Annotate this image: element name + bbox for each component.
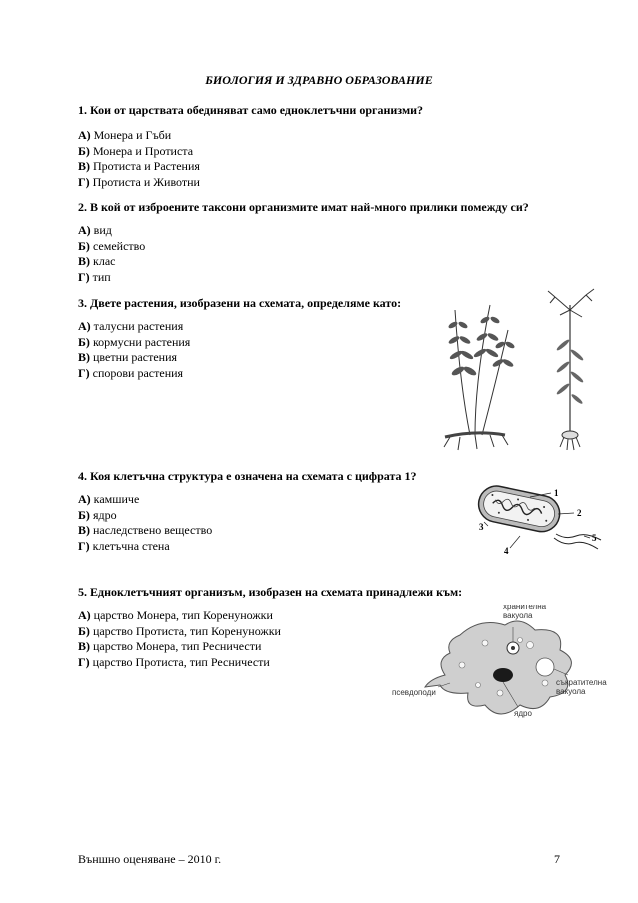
option-text: Протиста и Животни [92,174,200,189]
option-letter: В) [78,254,90,269]
question-4-text: 4. Коя клетъчна структура е означена на схемата с цифрата 1? [78,469,417,483]
option-text: Монера и Гъби [93,128,172,142]
option-letter: А) [78,492,91,506]
contractile-vacuole-label-line1: съкратителна [556,678,607,687]
option-letter: Б) [78,334,90,349]
lily-illustration [548,289,594,450]
food-vacuole-label-line2: вакуола [503,611,533,620]
option-text: Протиста и Растения [93,159,200,174]
option-letter: А) [78,223,91,237]
contractile-vacuole [536,658,554,676]
option-letter: Г) [78,174,90,189]
question-5-options [78,608,281,670]
question-2-text: 2. В кой от изброените таксони организмите имат най-много прилики помежду си? [78,200,529,214]
option-letter: Г) [78,538,90,553]
option-1b[interactable] [78,144,200,160]
option-letter: В) [78,350,90,365]
question-1-options [78,128,200,190]
option-letter: В) [78,639,90,654]
option-5d[interactable] [78,655,281,671]
nucleus [493,668,513,682]
question-3-text: 3. Двете растения, изобразени на схемата, определяме като: [78,296,402,310]
page-number: 7 [554,852,560,866]
option-text: царство Протиста, тип Ресничести [92,654,270,669]
bacterium-label-5: 5 [592,533,597,543]
option-5b[interactable] [78,624,281,640]
question-3-options [78,319,190,381]
option-3d[interactable] [78,366,190,382]
option-2b[interactable] [78,239,145,255]
page-title: БИОЛОГИЯ И ЗДРАВНО ОБРАЗОВАНИЕ [205,73,433,87]
option-letter: Г) [78,365,90,380]
option-text: ядро [92,507,117,522]
option-text: семейство [92,238,146,253]
option-text: царство Монера, тип Коренуножки [93,608,273,622]
option-text: клас [93,254,116,269]
contractile-vacuole-label-line2: вакуола [556,687,586,696]
bacterium-label-2: 2 [577,508,582,518]
option-letter: А) [78,128,91,142]
option-text: камшиче [93,492,140,506]
option-text: вид [93,223,112,237]
option-2d[interactable] [78,270,145,286]
option-text: спорови растения [92,365,184,380]
option-text: клетъчна стена [92,538,170,553]
plants-illustration [430,285,605,455]
question-2-options [78,223,145,285]
option-letter: Б) [78,143,90,158]
option-letter: Б) [78,507,90,522]
option-4d[interactable] [78,539,212,555]
nucleus-label: ядро [514,709,532,718]
question-1-text: 1. Кои от царствата обединяват само едноклетъчни организми? [78,103,424,117]
option-text: тип [92,269,111,284]
option-letter: Г) [78,269,90,284]
option-4a[interactable] [78,492,212,508]
option-3b[interactable] [78,335,190,351]
bacterium-cell [475,483,563,535]
option-1c[interactable] [78,159,200,175]
option-text: цветни растения [93,350,178,365]
bacterium-diagram [470,474,605,564]
option-letter: В) [78,159,90,174]
fern-illustration [444,305,516,450]
option-1d[interactable] [78,175,200,191]
option-letter: Г) [78,654,90,669]
option-5a[interactable] [78,608,281,624]
option-3c[interactable] [78,350,190,366]
option-text: талусни растения [93,319,184,333]
footer-exam-label: Външно оценяване – 2010 г. [78,852,222,866]
option-letter: В) [78,523,90,538]
option-2c[interactable] [78,254,145,270]
question-4-options [78,492,212,554]
option-5c[interactable] [78,639,281,655]
option-text: Монера и Протиста [92,143,194,158]
option-letter: А) [78,319,91,333]
option-letter: Б) [78,238,90,253]
food-vacuole-label-line1: хранителна [503,605,547,611]
bacterium-label-3: 3 [479,522,484,532]
option-text: кормусни растения [92,334,191,349]
option-2a[interactable] [78,223,145,239]
option-letter: Б) [78,623,90,638]
option-text: царство Протиста, тип Коренуножки [92,623,281,638]
bacterium-label-4: 4 [504,546,509,556]
option-3a[interactable] [78,319,190,335]
option-letter: А) [78,608,91,622]
question-5-text: 5. Едноклетъчният организъм, изобразен на схемата принадлежи към: [78,585,463,599]
option-text: наследствено вещество [93,523,213,538]
amoeba-diagram [390,605,612,735]
option-4c[interactable] [78,523,212,539]
pseudopods-label: псевдоподи [392,688,436,697]
option-text: царство Монера, тип Ресничести [93,639,262,654]
option-1a[interactable] [78,128,200,144]
option-4b[interactable] [78,508,212,524]
bacterium-label-1: 1 [554,488,559,498]
